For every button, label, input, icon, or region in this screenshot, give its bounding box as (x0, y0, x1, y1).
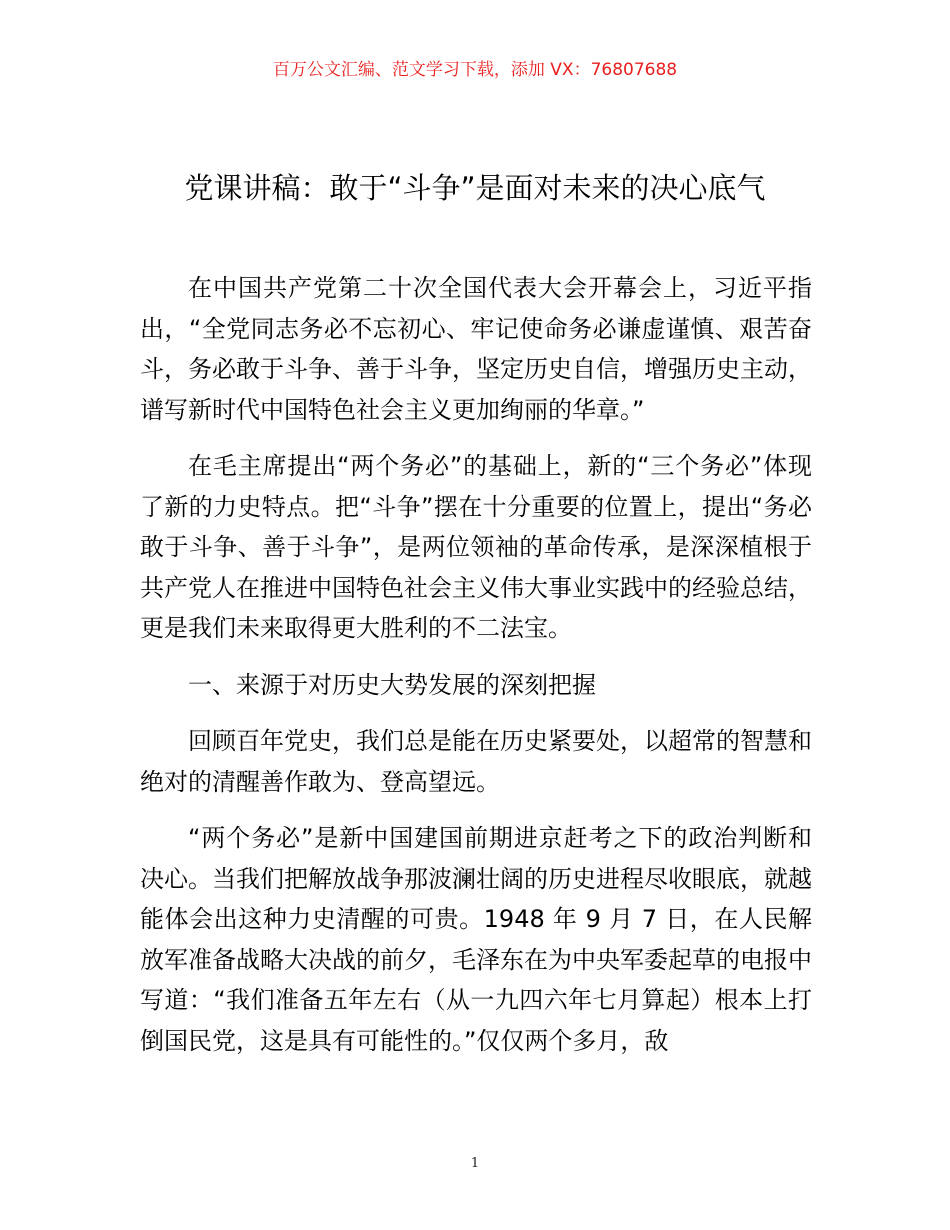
section-heading-1: 一、来源于对历史大势发展的深刻把握 (188, 670, 596, 699)
header-watermark: 百万公文汇编、范文学习下载，添加 VX：76807688 (272, 60, 678, 80)
paragraph-2: 在毛主席提出“两个务必”的基础上，新的“三个务必”体现了新的力史特点。把“斗争”摆在十分重要的位置上，提出“务必敢于斗争、善于斗争”，是两位领袖的革命传承，是深深植根于共产党人在推进中国特色社会主义伟大事业实践中的经验总结，更是我们未来取得更大胜利的不二法宝。 (140, 452, 812, 642)
document-body (140, 268, 812, 1077)
page-number: 1 (470, 1156, 480, 1171)
paragraph-4: “两个务必”是新中国建国前期进京赶考之下的政治判断和决心。当我们把解放战争那波澜壮阔的历史进程尽收眼底，就越能体会出这种力史清醒的可贵。1948 年 9 月 7 日，在人民解放军准备战略大决战的前夕，毛泽东在为中央军委起草的电报中写道：“我们准备五年左右（从一九四六年七月算起）根本上打倒国民党，这是具有可能性的。”仅仅两个多月，敌 (140, 824, 812, 1055)
paragraph-1: 在中国共产党第二十次全国代表大会开幕会上，习近平指出，“全党同志务必不忘初心、牢记使命务必谦虚谨慎、艰苦奋斗，务必敢于斗争、善于斗争，坚定历史自信，增强历史主动，谱写新时代中国特色社会主义更加绚丽的华章。” (140, 274, 812, 424)
paragraph-3: 回顾百年党史，我们总是能在历史紧要处，以超常的智慧和绝对的清醒善作敢为、登高望远。 (140, 727, 812, 796)
document-title: 党课讲稿：敢于“斗争”是面对未来的决心底气 (184, 171, 766, 205)
